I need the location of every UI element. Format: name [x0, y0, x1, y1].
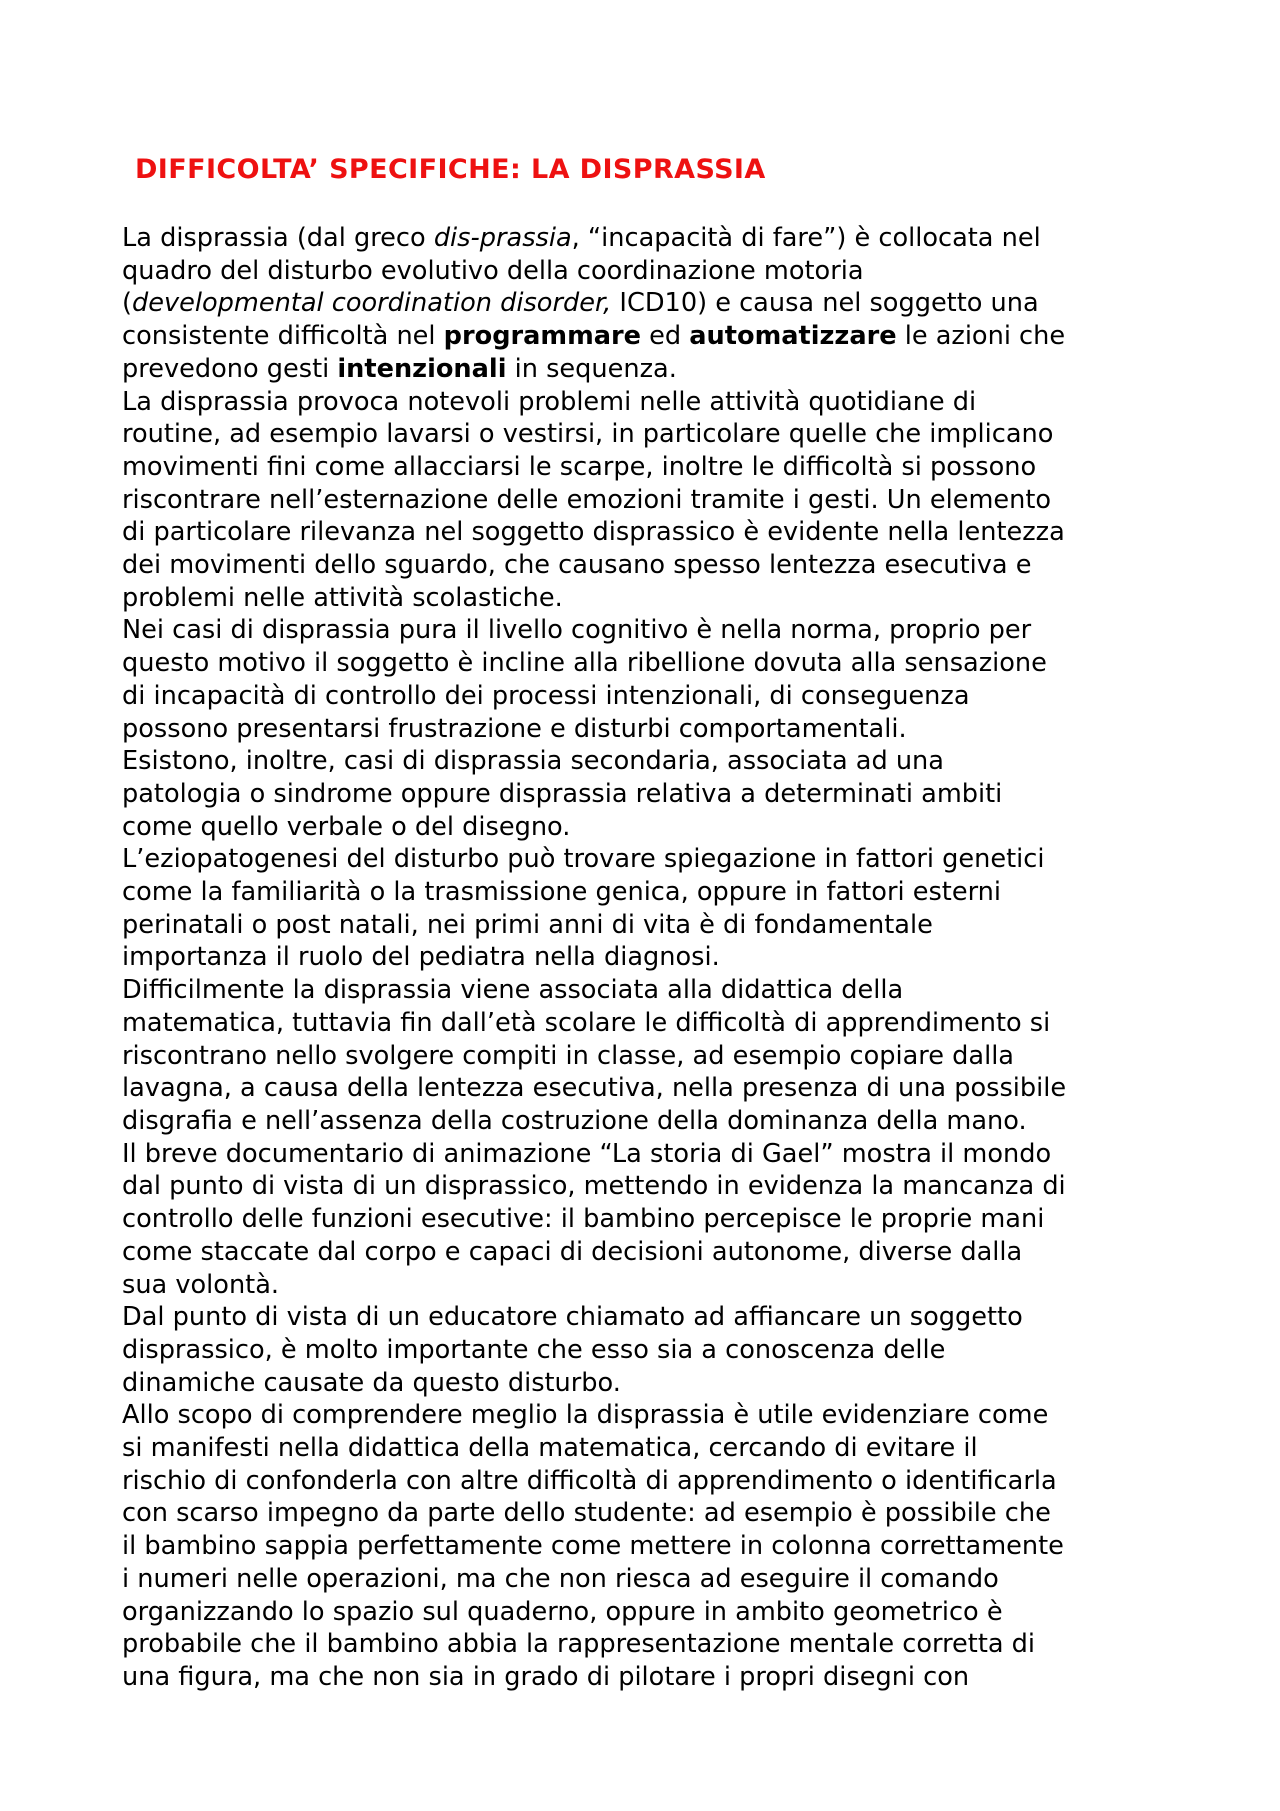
text-segment: ( [122, 288, 132, 319]
text-line [122, 287, 1172, 320]
text-line [122, 484, 1172, 517]
text-line [122, 1432, 1172, 1465]
text-segment: disgrafia e nell’assenza della costruzione della dominanza della mano. [122, 1105, 1027, 1136]
text-line [122, 843, 1172, 876]
text-line [122, 1399, 1172, 1432]
text-line [122, 582, 1172, 615]
text-line [122, 713, 1172, 746]
bold-term: automatizzare [689, 321, 897, 352]
text-segment: Dal punto di vista di un educatore chiamato ad affiancare un soggetto [122, 1302, 1023, 1333]
text-segment: consistente difficoltà nel [122, 321, 444, 352]
text-segment: prevedono gesti [122, 353, 338, 384]
text-line [122, 1105, 1172, 1138]
text-line [122, 811, 1172, 844]
text-line [122, 909, 1172, 942]
text-line [122, 1661, 1172, 1694]
bold-term: programmare [443, 321, 641, 352]
text-line [122, 386, 1172, 419]
text-segment: come quello verbale o del disegno. [122, 811, 571, 842]
italic-term: dis-prassia [433, 223, 572, 253]
text-line [122, 1007, 1172, 1040]
document-body [122, 222, 1172, 1694]
text-segment: Allo scopo di comprendere meglio la disprassia è utile evidenziare come [122, 1400, 1049, 1431]
text-segment: si manifesti nella didattica della matematica, cercando di evitare il [122, 1433, 978, 1464]
text-segment: La disprassia provoca notevoli problemi nelle attività quotidiane di [122, 386, 977, 417]
text-line [122, 549, 1172, 582]
text-segment: di incapacità di controllo dei processi intenzionali, di conseguenza [122, 680, 970, 711]
text-line [122, 418, 1172, 451]
text-segment: in sequenza. [506, 353, 677, 384]
text-segment: riscontrano nello svolgere compiti in classe, ad esempio copiare dalla [122, 1040, 1014, 1071]
text-segment: rischio di confonderla con altre difficoltà di apprendimento o identificarla [122, 1465, 1057, 1496]
text-segment: le azioni che [896, 321, 1066, 352]
text-segment: con scarso impegno da parte dello studente: ad esempio è possibile che [122, 1498, 1051, 1529]
text-segment: Difficilmente la disprassia viene associata alla didattica della [122, 975, 904, 1006]
text-line [122, 255, 1172, 288]
text-segment: probabile che il bambino abbia la rappresentazione mentale corretta di [122, 1629, 1036, 1660]
text-segment: Il breve documentario di animazione “La storia di Gael” mostra il mondo [122, 1138, 1052, 1169]
text-segment: dinamiche causate da questo disturbo. [122, 1367, 621, 1398]
text-segment: ICD10) e causa nel soggetto una [611, 288, 1039, 319]
text-segment: importanza il ruolo del pediatra nella diagnosi. [122, 942, 720, 973]
text-line [122, 647, 1172, 680]
text-line [122, 876, 1172, 909]
italic-term: developmental coordination disorder, [132, 288, 612, 319]
text-segment: questo motivo il soggetto è incline alla ribellione dovuta alla sensazione [122, 648, 1047, 679]
text-line [122, 1269, 1172, 1302]
text-segment: sua volontà. [122, 1269, 280, 1300]
text-segment: , “incapacità di fare”) è collocata nel [571, 223, 1041, 253]
text-line [122, 1301, 1172, 1334]
text-segment: L’eziopatogenesi del disturbo può trovare spiegazione in fattori genetici [122, 844, 1045, 875]
text-segment: problemi nelle attività scolastiche. [122, 582, 563, 613]
text-segment: disprassico, è molto importante che esso sia a conoscenza delle [122, 1334, 946, 1365]
text-line [122, 1563, 1172, 1596]
text-segment: La disprassia (dal greco [122, 223, 434, 253]
text-segment: ed [641, 321, 690, 352]
text-line [122, 1334, 1172, 1367]
text-line [122, 1465, 1172, 1498]
text-line [122, 1530, 1172, 1563]
text-segment: Nei casi di disprassia pura il livello cognitivo è nella norma, proprio per [122, 615, 1032, 646]
text-line [122, 516, 1172, 549]
text-segment: movimenti fini come allacciarsi le scarpe, inoltre le difficoltà si possono [122, 451, 1037, 482]
text-segment: dal punto di vista di un disprassico, mettendo in evidenza la mancanza di [122, 1171, 1066, 1202]
text-line [122, 320, 1172, 353]
text-line [122, 1628, 1172, 1661]
text-line [122, 1203, 1172, 1236]
text-line [122, 1596, 1172, 1629]
text-line [122, 941, 1172, 974]
text-line [122, 1138, 1172, 1171]
text-segment: patologia o sindrome oppure disprassia relativa a determinati ambiti [122, 778, 1003, 809]
text-segment: riscontrare nell’esternazione delle emozioni tramite i gesti. Un elemento [122, 484, 1052, 515]
text-line [122, 1170, 1172, 1203]
text-segment: possono presentarsi frustrazione e disturbi comportamentali. [122, 713, 907, 744]
text-line [122, 451, 1172, 484]
text-segment: i numeri nelle operazioni, ma che non riesca ad eseguire il comando [122, 1563, 999, 1594]
text-segment: dei movimenti dello sguardo, che causano spesso lentezza esecutiva e [122, 550, 1032, 581]
text-segment: di particolare rilevanza nel soggetto disprassico è evidente nella lentezza [122, 517, 1065, 548]
text-line [122, 222, 1172, 255]
text-segment: matematica, tuttavia fin dall’età scolare le difficoltà di apprendimento si [122, 1007, 1051, 1038]
text-line [122, 1072, 1172, 1105]
text-segment: organizzando lo spazio sul quaderno, oppure in ambito geometrico è [122, 1596, 1003, 1627]
bold-term: intenzionali [337, 353, 507, 384]
text-line [122, 353, 1172, 386]
text-line [122, 974, 1172, 1007]
document-title: DIFFICOLTA’ SPECIFICHE: LA DISPRASSIA [135, 154, 766, 185]
text-line [122, 1236, 1172, 1269]
text-line [122, 1367, 1172, 1400]
text-line [122, 1040, 1172, 1073]
text-line [122, 614, 1172, 647]
text-segment: Esistono, inoltre, casi di disprassia secondaria, associata ad una [122, 746, 944, 777]
text-segment: come staccate dal corpo e capaci di decisioni autonome, diverse dalla [122, 1236, 1023, 1267]
text-segment: quadro del disturbo evolutivo della coordinazione motoria [122, 255, 864, 286]
text-segment: routine, ad esempio lavarsi o vestirsi, in particolare quelle che implicano [122, 419, 1054, 450]
text-line [122, 680, 1172, 713]
text-segment: il bambino sappia perfettamente come mettere in colonna correttamente [122, 1531, 1064, 1562]
text-line [122, 778, 1172, 811]
text-segment: come la familiarità o la trasmissione genica, oppure in fattori esterni [122, 877, 1001, 908]
text-segment: lavagna, a causa della lentezza esecutiva, nella presenza di una possibile [122, 1073, 1067, 1104]
text-line [122, 1497, 1172, 1530]
text-segment: perinatali o post natali, nei primi anni di vita è di fondamentale [122, 909, 933, 940]
text-segment: controllo delle funzioni esecutive: il bambino percepisce le proprie mani [122, 1204, 1045, 1235]
text-segment: una figura, ma che non sia in grado di pilotare i propri disegni con [122, 1661, 970, 1692]
text-line [122, 745, 1172, 778]
